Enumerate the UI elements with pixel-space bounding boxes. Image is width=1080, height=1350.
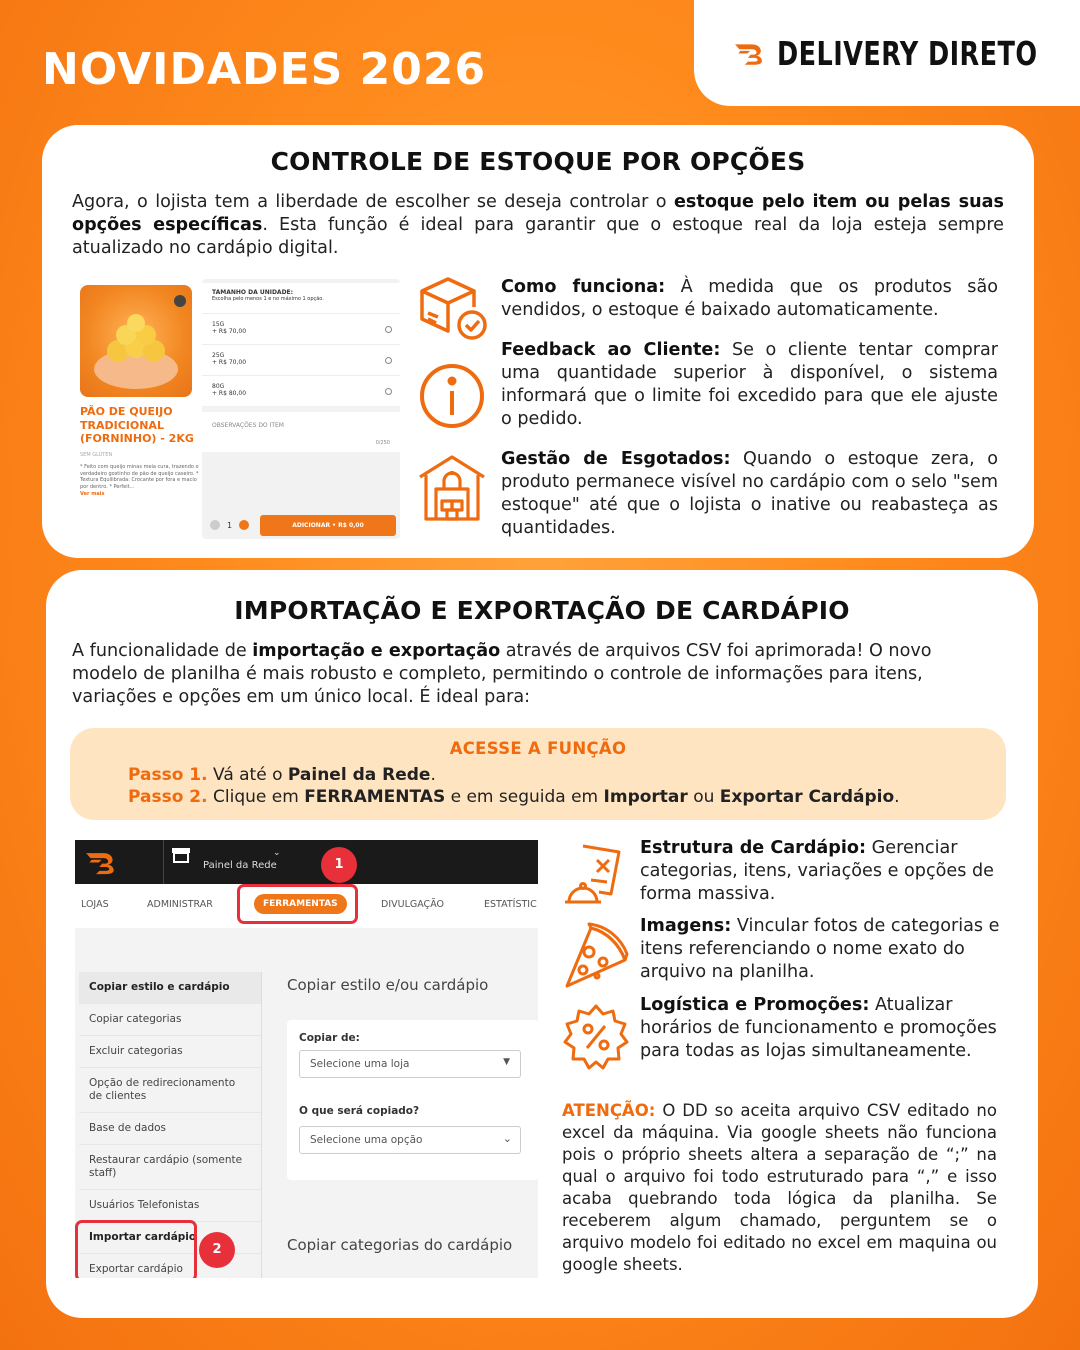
warehouse-alert-icon: [416, 451, 492, 521]
minus-icon[interactable]: [210, 520, 220, 530]
info-icon: [416, 361, 492, 431]
product-meta: SEM GLÚTEN: [80, 451, 113, 458]
admin-panel-screenshot: [75, 840, 538, 1278]
copy-form: [287, 1020, 538, 1180]
product-options-panel: [202, 279, 400, 539]
product-name: PÃO DE QUEIJO TRADICIONAL (FORNINHO) - 2KG: [80, 405, 194, 445]
highlight-ferramentas: [237, 884, 358, 924]
option-row[interactable]: 80G + R$ 80,00: [202, 375, 400, 406]
sidebar-item-delete-categories[interactable]: Excluir categorias: [79, 1036, 261, 1068]
item-notes-field[interactable]: OBSERVAÇÕES DO ITEM 0/250: [202, 412, 400, 452]
add-to-cart-button[interactable]: ADICIONAR • R$ 0,00: [260, 515, 396, 536]
panel-topbar: [75, 840, 538, 884]
sidebar-item-copy-categories[interactable]: Copiar categorias: [79, 1004, 261, 1036]
chevron-down-icon: ⌄: [502, 1132, 512, 1145]
store-icon: [171, 847, 191, 863]
section2-title: IMPORTAÇÃO E EXPORTAÇÃO DE CARDÁPIO: [234, 596, 850, 625]
what-copied-label: O que será copiado?: [299, 1105, 420, 1117]
nav-lojas[interactable]: LOJAS: [81, 899, 109, 910]
option-radio[interactable]: [385, 388, 392, 395]
network-selector[interactable]: Painel da Rede: [203, 860, 277, 871]
feature-customer-feedback: Feedback ao Cliente: Se o cliente tentar comprar uma quantidade superior à disponível, o sistema informará que o limite foi excedido para que ele ajuste o pedido.: [501, 340, 998, 429]
brand-logo-icon: [734, 31, 765, 75]
highlight-import-export: [75, 1220, 197, 1278]
sidebar-item-export-menu[interactable]: Exportar cardápio: [79, 1254, 261, 1278]
attention-note: ATENÇÃO: O DD so aceita arquivo CSV editado no excel da máquina. Via google sheets não funciona pois o próprio sheets altera a separação de “;” na qual o arquivo foi todo estruturado para “,” e isso acaba quebrando toda lógica da planilha. Se receberem algum chamado, perguntem se o arquivo modelo foi editado no excel em maquina ou google sheets.: [562, 1101, 997, 1274]
sidebar-item-database[interactable]: Base de dados: [79, 1113, 261, 1145]
caret-down-icon: ▼: [503, 1057, 510, 1067]
product-image: [80, 285, 192, 397]
sidebar-item-redirect[interactable]: Opção de redirecionamento de clientes: [79, 1068, 261, 1113]
discount-badge-icon: [561, 1002, 631, 1072]
option-row[interactable]: 25G + R$ 70,00: [202, 344, 400, 375]
access-box: [70, 728, 1006, 820]
feature-logistics: Logística e Promoções: Atualizar horários de funcionamento e promoções para todas as lojas simultaneamente.: [640, 995, 997, 1061]
section1-intro: Agora, o lojista tem a liberdade de escolher se deseja controlar o estoque pelo item ou pelas suas opções específicas. Esta função é ideal para garantir que o estoque real da loja esteja sempre atualizado no cardápio digital.: [72, 192, 1004, 258]
options-header: TAMANHO DA UNIDADE: Escolha pelo menos 1 e no máximo 1 opção.: [202, 283, 400, 313]
menu-import-export-card: [46, 570, 1038, 1318]
menu-cloche-icon: [561, 842, 631, 912]
section2-intro: A funcionalidade de importação e exportação através de arquivos CSV foi aprimorada! O novo modelo de planilha é mais robusto e completo, permitindo o controle de informações para itens, variações e opções em um único local. É ideal para:: [72, 641, 932, 707]
feature-how-it-works: Como funciona: À medida que os produtos são vendidos, o estoque é baixado automaticamente.: [501, 277, 998, 320]
option-row[interactable]: 15G + R$ 70,00: [202, 313, 400, 344]
pizza-icon: [561, 922, 631, 992]
page-headline: NOVIDADES 2026: [42, 44, 487, 95]
box-check-icon: [416, 273, 492, 343]
nav-divulgacao[interactable]: DIVULGAÇÃO: [381, 899, 444, 910]
brand-name: DELIVERY DIRETO: [777, 33, 1038, 73]
sidebar-item-copy-style[interactable]: Copiar estilo e cardápio: [79, 972, 261, 1004]
brand-block: [694, 0, 1080, 106]
sidebar-item-restore-menu[interactable]: Restaurar cardápio (somente staff): [79, 1145, 261, 1190]
panel-logo-icon: [85, 849, 117, 875]
feature-sold-out: Gestão de Esgotados: Quando o estoque zera, o produto permanece visível no cardápio com o selo "sem estoque" até que o lojista o inative ou reabasteça as quantidades.: [501, 449, 998, 538]
stock-control-card: [42, 125, 1034, 558]
copy-from-select[interactable]: Selecione uma loja ▼: [299, 1050, 521, 1078]
step-1: Passo 1. Vá até o Painel da Rede.: [128, 765, 436, 785]
feature-menu-structure: Estrutura de Cardápio: Gerenciar categorias, itens, variações e opções de forma massiva.: [640, 838, 994, 904]
feature-images: Imagens: Vincular fotos de categorias e itens referenciando o nome exato do arquivo na planilha.: [640, 916, 1000, 982]
step-2: Passo 2. Clique em FERRAMENTAS e em seguida em Importar ou Exportar Cardápio.: [128, 787, 900, 807]
chevron-down-icon[interactable]: ⌄: [273, 848, 281, 858]
copy-categories-heading: Copiar categorias do cardápio: [287, 1236, 513, 1254]
step-badge-1: 1: [321, 847, 357, 883]
product-description: * Feito com queijo minas meia cura, trazendo o verdadeiro gostinho de pão de queijo caseiro. * Textura Equilibrada: Crocante por fora e macio por dentro. * Perfeit...: [80, 464, 199, 490]
product-see-more[interactable]: Ver mais: [80, 491, 105, 497]
quantity-stepper[interactable]: 1: [210, 520, 249, 530]
sidebar-item-phone-users[interactable]: Usuários Telefonistas: [79, 1190, 261, 1222]
plus-icon[interactable]: [239, 520, 249, 530]
option-radio[interactable]: [385, 326, 392, 333]
copy-style-heading: Copiar estilo e/ou cardápio: [287, 976, 489, 994]
option-radio[interactable]: [385, 357, 392, 364]
nav-estatisticas[interactable]: ESTATÍSTIC: [484, 899, 537, 910]
access-title: ACESSE A FUNÇÃO: [449, 739, 627, 758]
product-preview: [80, 285, 200, 498]
section1-title: CONTROLE DE ESTOQUE POR OPÇÕES: [270, 147, 806, 176]
step-badge-2: 2: [199, 1232, 235, 1268]
sidebar-item-import-menu[interactable]: Importar cardápio: [79, 1222, 261, 1254]
nav-ferramentas[interactable]: FERRAMENTAS: [254, 894, 347, 914]
nav-administrar[interactable]: ADMINISTRAR: [147, 899, 213, 910]
what-copied-select[interactable]: Selecione uma opção ⌄: [299, 1126, 521, 1154]
copy-from-label: Copiar de:: [299, 1032, 360, 1044]
